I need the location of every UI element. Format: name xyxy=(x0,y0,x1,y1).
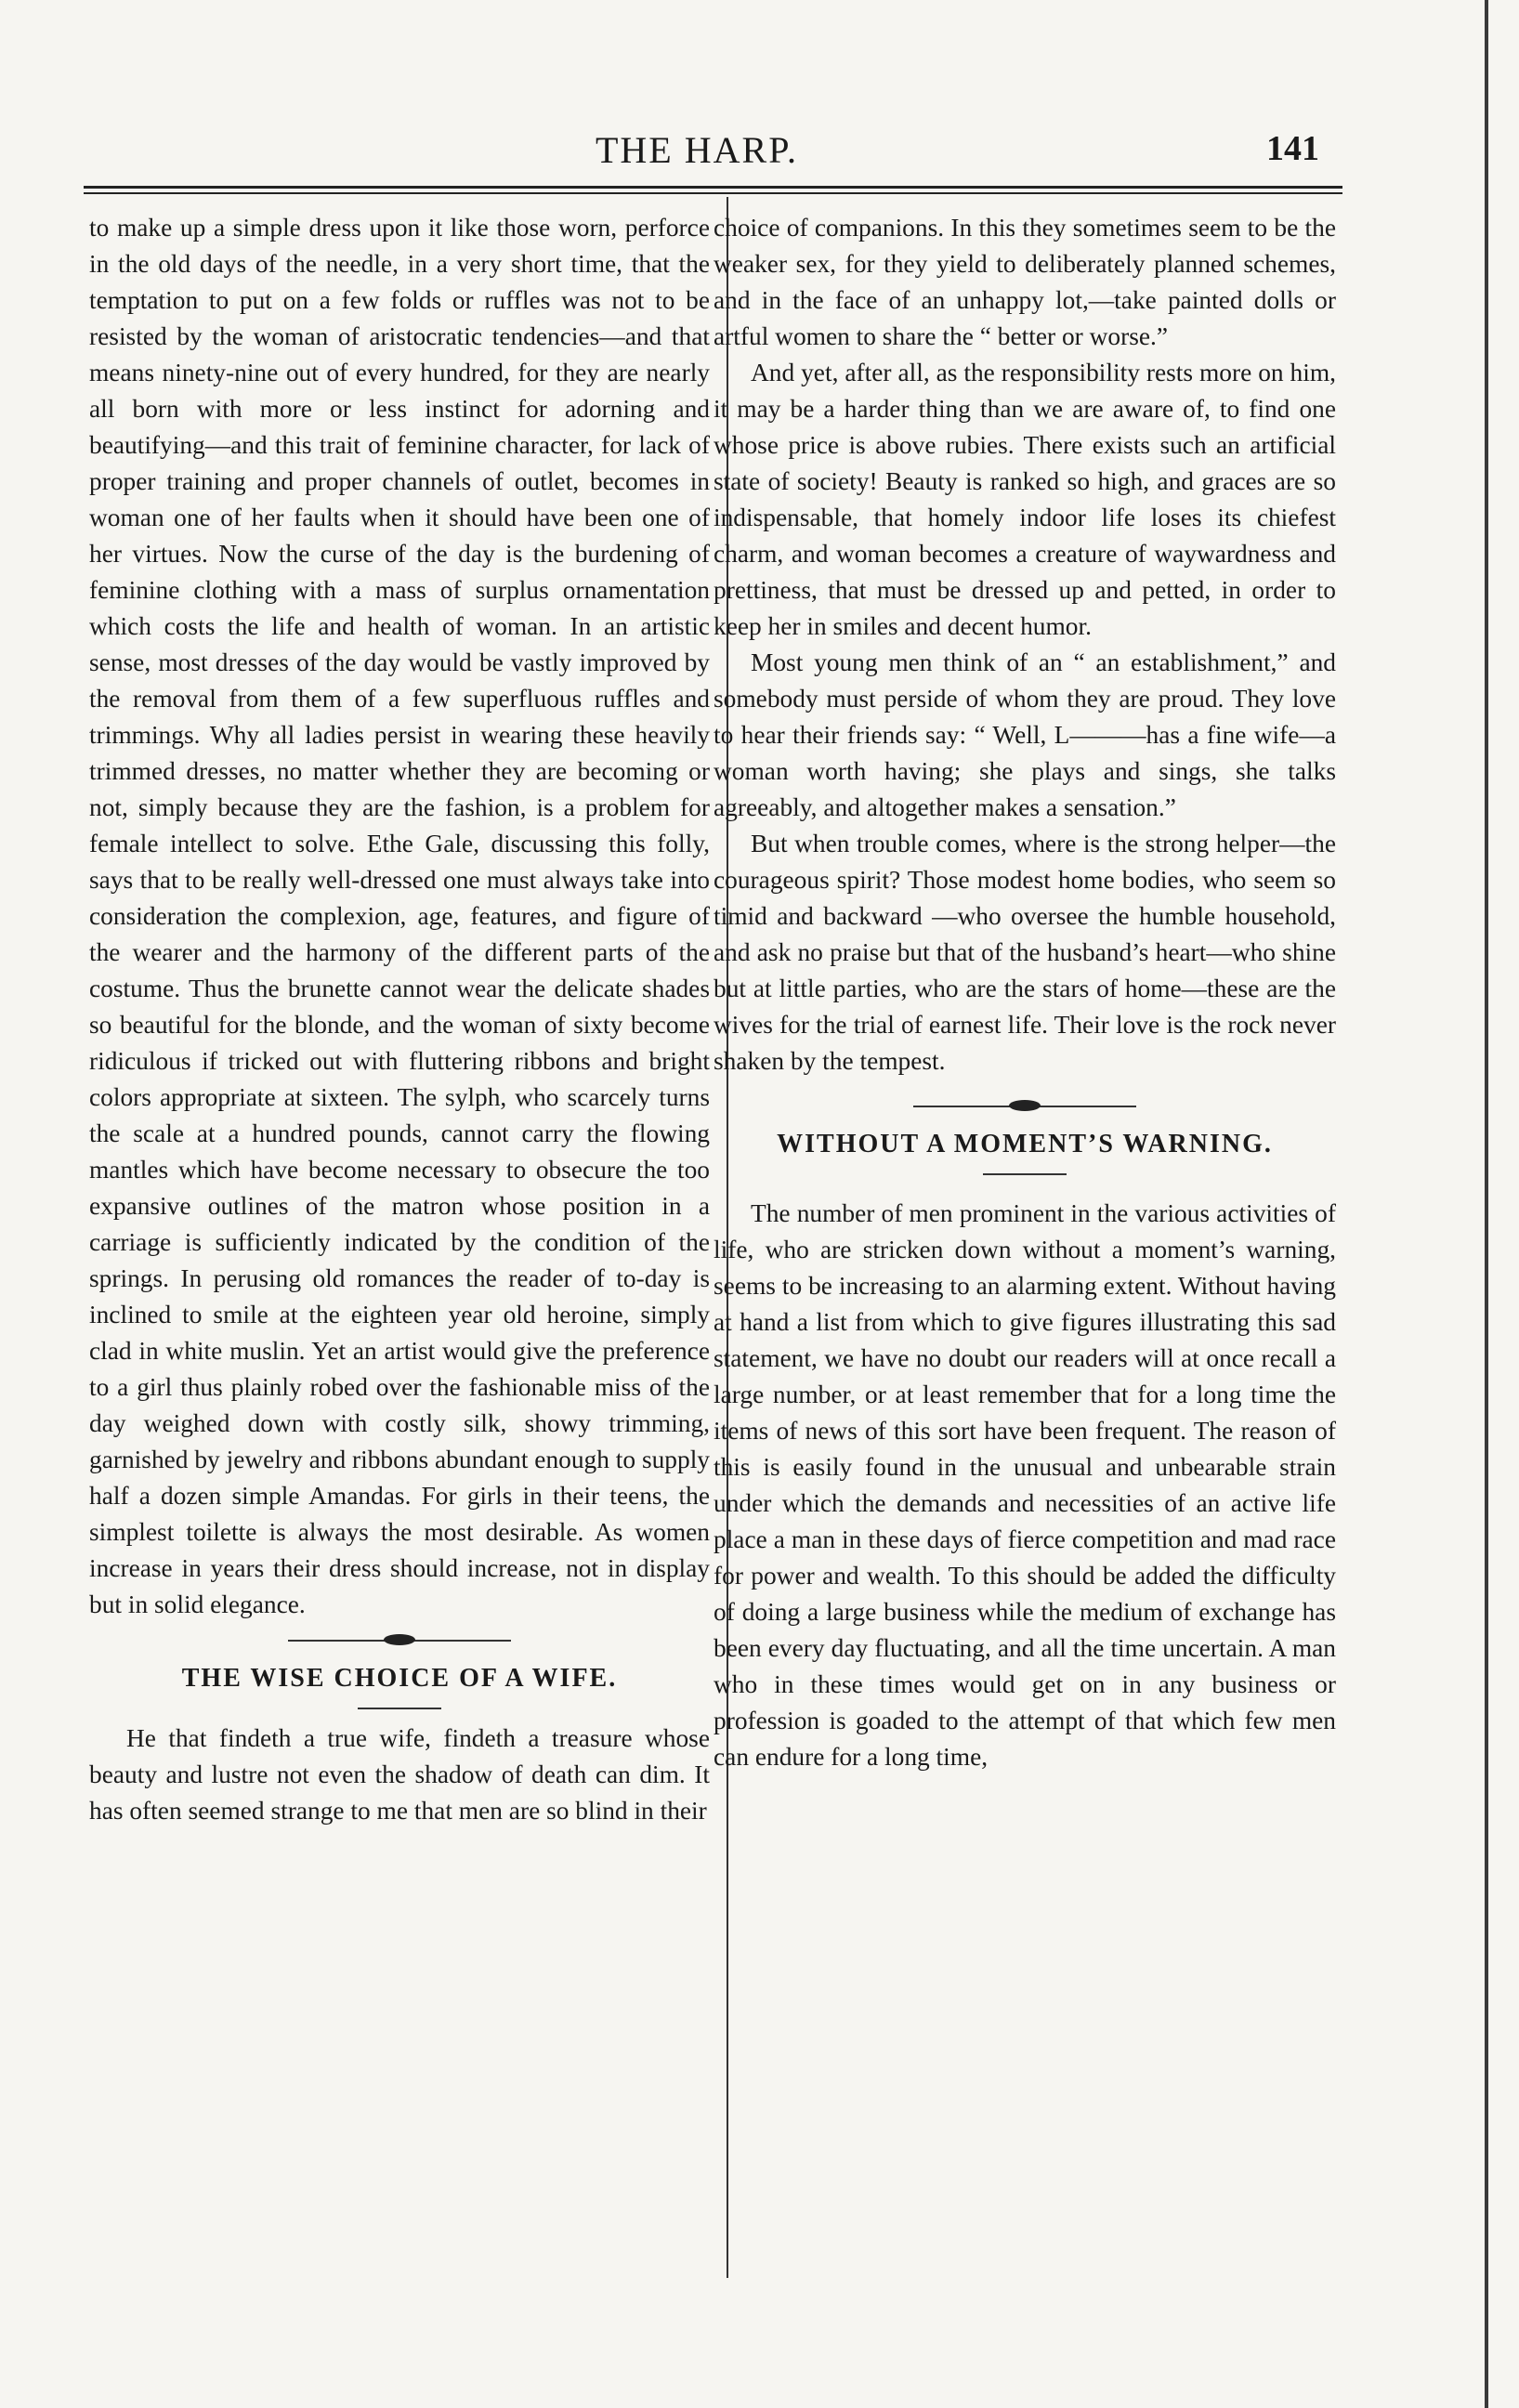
article-paragraph: And yet, after all, as the responsibility rests more on him, it may be a harder thing than we are aware of, to find one whose price is above rubies. There exists such an artificial state of society! Beauty is ranked so high, and graces are so indispensable, that homely indoor life loses its chiefest charm, and woman becomes a creature of waywardness and prettiness, that must be dressed up and petted, in order to keep her in smiles and decent humor. xyxy=(714,359,1336,640)
section-ornament xyxy=(89,1623,710,1660)
article-heading-wise-choice: THE WISE CHOICE OF A WIFE. xyxy=(181,1664,618,1693)
ornament-dot xyxy=(384,1634,415,1645)
header-rule-thin xyxy=(84,192,1342,194)
right-column xyxy=(714,210,1336,1775)
article-heading-without-warning: WITHOUT A MOMENT’S WARNING. xyxy=(777,1130,1273,1158)
article-paragraph: But when trouble comes, where is the strong helper—the courageous spirit? Those modest home bodies, who seem so timid and backward —who oversee the humble household, and ask no praise but that of the husband’s heart—who shine but at little parties, who are the stars of home—these are the wives for the trial of earnest life. Their love is the rock never shaken by the tempest. xyxy=(714,830,1336,1075)
header-rule xyxy=(84,186,1342,189)
section-ornament xyxy=(714,1089,1336,1126)
page-number: 141 xyxy=(1266,129,1319,168)
heading-rule xyxy=(714,1162,1336,1186)
page-header xyxy=(0,121,1519,177)
running-title: THE HARP. xyxy=(595,129,799,171)
article-continuation-paragraph: to make up a simple dress upon it like those worn, perforce in the old days of the needle, in a very short time, that the temptation to put on a few folds or ruffles was not to be resisted by the woman of aristocratic tendencies—and that means ninety-nine out of every hundred, for they are nearly all born with more or less instinct for adorning and beautifying—and this trait of feminine character, for lack of proper training and proper channels of outlet, becomes in woman one of her faults when it should have been one of her virtues. Now the curse of the day is the burdening of feminine clothing with a mass of surplus ornamentation which costs the life and health of woman. In an artistic sense, most dresses of the day would be vastly improved by the removal from them of a few superfluous ruffles and trimmings. Why all ladies persist in wearing these heavily trimmed dresses, no matter whether they are becoming or not, simply because they are the fashion, is a problem for female intellect to solve. Ethe Gale, discussing this folly, says that to be really well-dressed one must always take into consideration the complexion, age, features, and figure of the wearer and the harmony of the different parts of the costume. Thus the brunette cannot wear the delicate shades so beautiful for the blonde, and the woman of sixty become ridiculous if tricked out with fluttering ribbons and bright colors appropriate at sixteen. The sylph, who scarcely turns the scale at a hundred pounds, cannot carry the flowing mantles which have become necessary to obsecure the too expansive outlines of the matron whose position in a carriage is sufficiently indicated by the condition of the springs. In perusing old romances the reader of to-day is inclined to smile at the eighteen year old heroine, simply clad in white muslin. Yet an artist would give the preference to a girl thus plainly robed over the fashionable miss of the day weighed down with costly silk, showy trimming, garnished by jewelry and ribbons abundant enough to supply half a dozen simple Amandas. For girls in their teens, the simplest toilette is always the most desirable. As women increase in years their dress should increase, not in display but in solid elegance. xyxy=(89,214,710,1618)
article-paragraph: The number of men prominent in the various activities of life, who are stricken down without a moment’s warning, seems to be increasing to an alarming extent. Without having at hand a list from which to give figures illustrating this sad statement, we have no doubt our readers will at once recall a large number, or at least remember that for a long time the items of news of this sort have been frequent. The reason of this is easily found in the unusual and unbearable strain under which the demands and necessities of an active life place a man in these days of fierce competition and mad race for power and wealth. To this should be added the difficulty of doing a large business while the medium of exchange has been every day fluctuating, and all the time uncertain. A man who in these times would get on in any business or profession is goaded to the attempt of that which few men can endure for a long time, xyxy=(714,1199,1336,1771)
ornament-dot xyxy=(1009,1100,1041,1111)
heading-rule xyxy=(89,1696,710,1721)
article-paragraph: Most young men think of an “ an establishment,” and somebody must perside of whom they are proud. They love to hear their friends say: “ Well, L———has a fine wife—a woman worth having; she plays and sings, she talks agreeably, and altogether makes a sensation.” xyxy=(714,648,1336,821)
left-column xyxy=(89,210,710,1829)
article-paragraph: He that findeth a true wife, findeth a treasure whose beauty and lustre not even the shadow of death can dim. It has often seemed strange to me that men are so blind in their xyxy=(89,1724,710,1825)
article-paragraph: choice of companions. In this they sometimes seem to be the weaker sex, for they yield to deliberately planned schemes, and in the face of an unhappy lot,—take painted dolls or artful women to share the “ better or worse.” xyxy=(714,214,1336,350)
page-edge-rule xyxy=(1485,0,1488,2408)
